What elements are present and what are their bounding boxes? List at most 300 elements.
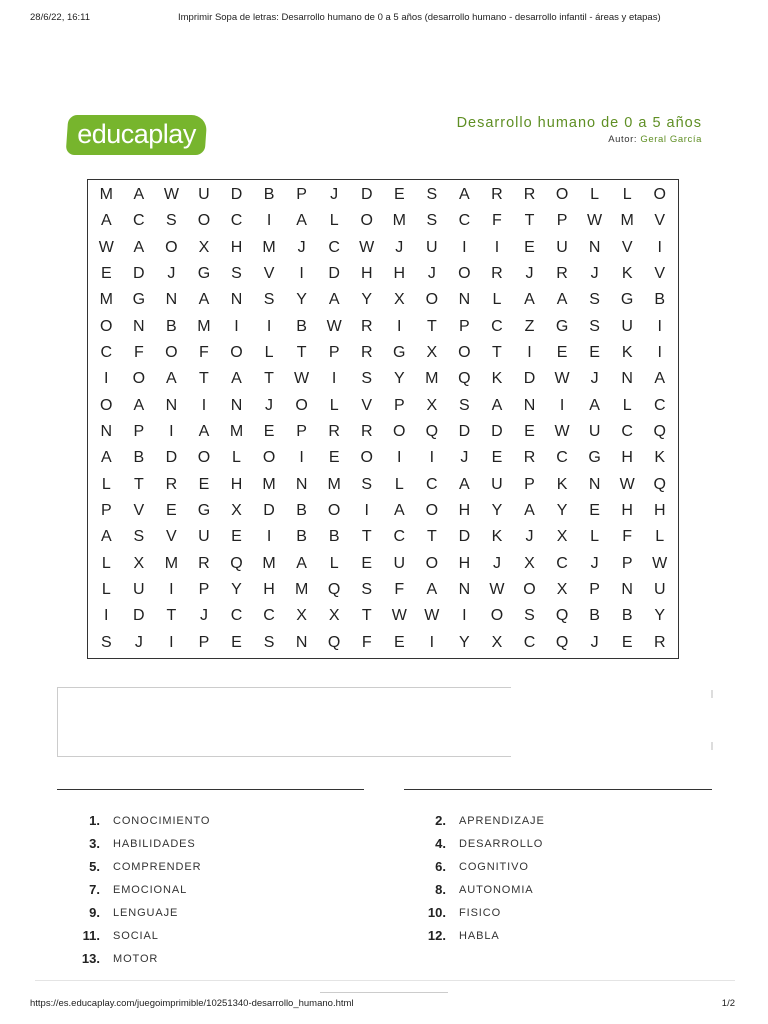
grid-letter[interactable]: D xyxy=(328,265,340,283)
grid-letter[interactable]: L xyxy=(101,581,111,599)
grid-letter[interactable]: J xyxy=(590,554,599,572)
grid-letter[interactable]: Q xyxy=(230,554,243,572)
grid-letter[interactable]: C xyxy=(621,423,633,441)
grid-letter[interactable]: M xyxy=(197,317,211,335)
grid-letter[interactable]: J xyxy=(492,554,501,572)
grid-letter[interactable]: P xyxy=(133,423,145,441)
grid-letter[interactable]: V xyxy=(361,396,373,414)
grid-letter[interactable]: I xyxy=(429,633,435,651)
grid-letter[interactable]: J xyxy=(395,238,404,256)
grid-letter[interactable]: H xyxy=(393,265,406,283)
grid-letter[interactable]: X xyxy=(556,528,568,546)
grid-letter[interactable]: O xyxy=(100,396,113,414)
grid-letter[interactable]: Z xyxy=(524,317,535,335)
grid-letter[interactable]: W xyxy=(652,554,668,572)
grid-letter[interactable]: U xyxy=(653,581,666,599)
grid-letter[interactable]: J xyxy=(525,265,534,283)
grid-letter[interactable]: T xyxy=(361,607,372,625)
grid-letter[interactable]: X xyxy=(556,581,568,599)
grid-letter[interactable]: O xyxy=(360,212,373,230)
grid-letter[interactable]: T xyxy=(264,370,274,388)
grid-letter[interactable]: E xyxy=(524,238,535,256)
grid-letter[interactable]: E xyxy=(100,265,112,283)
grid-letter[interactable]: S xyxy=(100,633,112,651)
grid-letter[interactable]: O xyxy=(393,423,406,441)
grid-letter[interactable]: P xyxy=(393,396,405,414)
grid-letter[interactable]: A xyxy=(296,212,307,230)
grid-letter[interactable]: U xyxy=(556,238,568,256)
grid-letter[interactable]: A xyxy=(459,475,470,493)
grid-letter[interactable]: O xyxy=(197,449,211,467)
grid-letter[interactable]: A xyxy=(654,370,666,388)
grid-letter[interactable]: P xyxy=(198,581,210,599)
grid-letter[interactable]: J xyxy=(590,633,599,651)
grid-letter[interactable]: L xyxy=(329,554,339,572)
grid-letter[interactable]: M xyxy=(229,423,244,441)
grid-letter[interactable]: I xyxy=(266,317,272,335)
grid-letter[interactable]: A xyxy=(524,502,535,520)
grid-letter[interactable]: I xyxy=(104,607,109,625)
grid-letter[interactable]: J xyxy=(525,528,534,546)
grid-letter[interactable]: T xyxy=(492,344,502,362)
grid-letter[interactable]: M xyxy=(99,186,113,204)
grid-letter[interactable]: X xyxy=(426,344,438,362)
grid-letter[interactable]: A xyxy=(426,581,438,599)
grid-letter[interactable]: W xyxy=(554,370,570,388)
grid-letter[interactable]: H xyxy=(621,502,633,520)
grid-letter[interactable]: G xyxy=(393,344,406,362)
grid-letter[interactable]: R xyxy=(198,554,210,572)
grid-letter[interactable]: P xyxy=(524,475,535,493)
grid-letter[interactable]: W xyxy=(587,212,603,230)
grid-letter[interactable]: C xyxy=(393,528,406,546)
grid-letter[interactable]: X xyxy=(198,238,210,256)
grid-letter[interactable]: W xyxy=(163,186,179,204)
grid-letter[interactable]: N xyxy=(458,581,471,599)
word-search-grid[interactable] xyxy=(87,179,679,659)
grid-letter[interactable]: A xyxy=(459,186,470,204)
grid-letter[interactable]: N xyxy=(230,396,243,414)
grid-letter[interactable]: F xyxy=(622,528,633,546)
grid-letter[interactable]: S xyxy=(166,212,177,230)
grid-letter[interactable]: O xyxy=(197,212,211,230)
grid-letter[interactable]: D xyxy=(523,370,536,388)
grid-letter[interactable]: Q xyxy=(555,633,569,651)
grid-letter[interactable]: F xyxy=(133,344,144,362)
grid-letter[interactable]: I xyxy=(527,344,532,362)
grid-letter[interactable]: T xyxy=(199,370,209,388)
grid-letter[interactable]: N xyxy=(621,370,633,388)
grid-letter[interactable]: A xyxy=(296,554,307,572)
grid-letter[interactable]: Q xyxy=(327,633,341,651)
grid-letter[interactable]: R xyxy=(556,265,568,283)
grid-letter[interactable]: R xyxy=(328,423,340,441)
grid-letter[interactable]: S xyxy=(361,475,373,493)
grid-letter[interactable]: Q xyxy=(653,475,666,493)
grid-letter[interactable]: I xyxy=(299,265,304,283)
grid-letter[interactable]: I xyxy=(104,370,109,388)
grid-letter[interactable]: T xyxy=(133,475,144,493)
grid-letter[interactable]: B xyxy=(621,607,633,625)
grid-letter[interactable]: A xyxy=(133,238,145,256)
grid-letter[interactable]: M xyxy=(262,238,276,256)
grid-letter[interactable]: D xyxy=(263,502,275,520)
grid-letter[interactable]: F xyxy=(492,212,502,230)
grid-letter[interactable]: E xyxy=(231,528,242,546)
grid-letter[interactable]: F xyxy=(394,581,405,599)
grid-letter[interactable]: H xyxy=(263,581,275,599)
grid-letter[interactable]: L xyxy=(492,291,502,309)
grid-letter[interactable]: J xyxy=(590,265,599,283)
grid-letter[interactable]: Q xyxy=(327,581,341,599)
grid-letter[interactable]: P xyxy=(589,581,600,599)
grid-letter[interactable]: E xyxy=(231,633,242,651)
grid-letter[interactable]: P xyxy=(459,317,470,335)
grid-letter[interactable]: Q xyxy=(555,607,569,625)
grid-letter[interactable]: B xyxy=(296,528,307,546)
grid-letter[interactable]: T xyxy=(296,344,307,362)
grid-letter[interactable]: Y xyxy=(361,291,373,309)
grid-letter[interactable]: O xyxy=(425,554,439,572)
grid-letter[interactable]: D xyxy=(133,265,145,283)
grid-letter[interactable]: O xyxy=(262,449,276,467)
grid-letter[interactable]: G xyxy=(588,449,601,467)
grid-letter[interactable]: H xyxy=(458,554,471,572)
grid-letter[interactable]: D xyxy=(458,528,471,546)
grid-letter[interactable]: O xyxy=(458,265,471,283)
grid-letter[interactable]: R xyxy=(653,633,666,651)
grid-letter[interactable]: C xyxy=(523,633,536,651)
grid-letter[interactable]: J xyxy=(427,265,436,283)
grid-letter[interactable]: L xyxy=(394,475,404,493)
grid-letter[interactable]: L xyxy=(655,528,665,546)
grid-letter[interactable]: S xyxy=(361,581,373,599)
grid-letter[interactable]: R xyxy=(491,265,503,283)
grid-letter[interactable]: V xyxy=(654,265,666,283)
grid-letter[interactable]: E xyxy=(263,423,275,441)
grid-letter[interactable]: Y xyxy=(296,291,307,309)
grid-letter[interactable]: I xyxy=(299,449,304,467)
grid-letter[interactable]: X xyxy=(393,291,405,309)
grid-letter[interactable]: H xyxy=(621,449,633,467)
grid-letter[interactable]: M xyxy=(262,554,276,572)
grid-letter[interactable]: I xyxy=(169,423,174,441)
grid-letter[interactable]: M xyxy=(294,581,309,599)
grid-letter[interactable]: F xyxy=(361,633,372,651)
grid-letter[interactable]: K xyxy=(556,475,568,493)
grid-letter[interactable]: S xyxy=(133,528,145,546)
grid-letter[interactable]: E xyxy=(393,633,405,651)
grid-letter[interactable]: A xyxy=(133,396,145,414)
grid-letter[interactable]: M xyxy=(99,291,113,309)
grid-letter[interactable]: I xyxy=(234,317,239,335)
grid-letter[interactable]: A xyxy=(198,291,210,309)
grid-letter[interactable]: N xyxy=(230,291,243,309)
grid-letter[interactable]: E xyxy=(198,475,210,493)
grid-letter[interactable]: J xyxy=(134,633,143,651)
grid-letter[interactable]: B xyxy=(296,317,307,335)
grid-letter[interactable]: E xyxy=(328,449,340,467)
grid-letter[interactable]: R xyxy=(360,423,373,441)
grid-letter[interactable]: E xyxy=(524,423,535,441)
grid-letter[interactable]: E xyxy=(361,554,373,572)
grid-letter[interactable]: O xyxy=(100,317,113,335)
grid-letter[interactable]: E xyxy=(621,633,633,651)
grid-letter[interactable]: N xyxy=(165,291,178,309)
grid-letter[interactable]: E xyxy=(556,344,568,362)
grid-letter[interactable]: L xyxy=(622,396,632,414)
grid-letter[interactable]: X xyxy=(296,607,307,625)
grid-letter[interactable]: W xyxy=(424,607,440,625)
grid-letter[interactable]: L xyxy=(101,554,111,572)
grid-letter[interactable]: J xyxy=(297,238,306,256)
grid-letter[interactable]: C xyxy=(263,607,275,625)
grid-letter[interactable]: O xyxy=(165,238,178,256)
grid-letter[interactable]: L xyxy=(590,528,600,546)
grid-letter[interactable]: W xyxy=(619,475,635,493)
grid-letter[interactable]: E xyxy=(393,186,405,204)
grid-letter[interactable]: L xyxy=(590,186,600,204)
grid-letter[interactable]: I xyxy=(331,370,337,388)
grid-letter[interactable]: X xyxy=(133,554,145,572)
grid-letter[interactable]: X xyxy=(328,607,340,625)
grid-letter[interactable]: M xyxy=(164,554,179,572)
grid-letter[interactable]: C xyxy=(426,475,438,493)
grid-letter[interactable]: S xyxy=(589,317,600,335)
grid-letter[interactable]: N xyxy=(100,423,113,441)
grid-letter[interactable]: S xyxy=(263,291,275,309)
grid-letter[interactable]: Y xyxy=(231,581,242,599)
grid-letter[interactable]: A xyxy=(100,528,112,546)
grid-letter[interactable]: C xyxy=(556,449,568,467)
grid-letter[interactable]: N xyxy=(523,396,536,414)
grid-letter[interactable]: O xyxy=(458,344,471,362)
grid-letter[interactable]: N xyxy=(133,317,145,335)
grid-letter[interactable]: E xyxy=(166,502,177,520)
grid-letter[interactable]: K xyxy=(654,449,666,467)
grid-letter[interactable]: T xyxy=(426,317,437,335)
grid-letter[interactable]: O xyxy=(230,344,243,362)
grid-letter[interactable]: U xyxy=(426,238,438,256)
grid-letter[interactable]: O xyxy=(490,607,504,625)
grid-letter[interactable]: Q xyxy=(653,423,666,441)
grid-letter[interactable]: A xyxy=(166,370,177,388)
grid-letter[interactable]: I xyxy=(462,607,467,625)
grid-letter[interactable]: N xyxy=(588,475,601,493)
grid-letter[interactable]: R xyxy=(523,186,536,204)
grid-letter[interactable]: U xyxy=(133,581,145,599)
grid-letter[interactable]: U xyxy=(393,554,406,572)
grid-letter[interactable]: A xyxy=(100,212,112,230)
grid-letter[interactable]: D xyxy=(133,607,145,625)
grid-letter[interactable]: Y xyxy=(556,502,568,520)
grid-letter[interactable]: V xyxy=(133,502,145,520)
grid-letter[interactable]: H xyxy=(230,238,243,256)
grid-letter[interactable]: D xyxy=(360,186,373,204)
grid-letter[interactable]: A xyxy=(328,291,340,309)
grid-letter[interactable]: K xyxy=(491,370,503,388)
grid-letter[interactable]: A xyxy=(589,396,600,414)
grid-letter[interactable]: E xyxy=(589,502,600,520)
grid-letter[interactable]: C xyxy=(100,344,113,362)
grid-letter[interactable]: L xyxy=(232,449,241,467)
grid-letter[interactable]: N xyxy=(295,633,308,651)
grid-letter[interactable]: R xyxy=(360,317,373,335)
grid-letter[interactable]: W xyxy=(391,607,407,625)
grid-letter[interactable]: C xyxy=(230,607,243,625)
grid-letter[interactable]: H xyxy=(230,475,243,493)
grid-letter[interactable]: O xyxy=(295,396,308,414)
grid-letter[interactable]: D xyxy=(230,186,243,204)
grid-letter[interactable]: S xyxy=(426,212,438,230)
grid-letter[interactable]: S xyxy=(459,396,470,414)
grid-letter[interactable]: I xyxy=(169,581,174,599)
grid-letter[interactable]: D xyxy=(165,449,178,467)
grid-letter[interactable]: X xyxy=(231,502,242,520)
grid-letter[interactable]: I xyxy=(169,633,174,651)
grid-letter[interactable]: C xyxy=(653,396,666,414)
grid-letter[interactable]: G xyxy=(132,291,146,309)
grid-letter[interactable]: L xyxy=(622,186,632,204)
grid-letter[interactable]: T xyxy=(361,528,372,546)
grid-letter[interactable]: B xyxy=(654,291,666,309)
grid-letter[interactable]: G xyxy=(620,291,634,309)
grid-letter[interactable]: R xyxy=(360,344,373,362)
grid-letter[interactable]: C xyxy=(328,238,340,256)
grid-letter[interactable]: V xyxy=(621,238,633,256)
grid-letter[interactable]: I xyxy=(364,502,369,520)
grid-letter[interactable]: W xyxy=(326,317,342,335)
grid-letter[interactable]: L xyxy=(101,475,111,493)
grid-letter[interactable]: R xyxy=(523,449,536,467)
grid-letter[interactable]: L xyxy=(264,344,274,362)
grid-letter[interactable]: N xyxy=(458,291,471,309)
grid-letter[interactable]: O xyxy=(425,291,439,309)
grid-letter[interactable]: B xyxy=(296,502,307,520)
grid-letter[interactable]: S xyxy=(231,265,242,283)
grid-letter[interactable]: P xyxy=(296,186,307,204)
grid-letter[interactable]: Y xyxy=(491,502,503,520)
grid-letter[interactable]: U xyxy=(198,186,210,204)
grid-letter[interactable]: G xyxy=(555,317,569,335)
grid-letter[interactable]: A xyxy=(491,396,503,414)
grid-letter[interactable]: I xyxy=(657,344,662,362)
grid-letter[interactable]: J xyxy=(167,265,176,283)
grid-letter[interactable]: T xyxy=(166,607,177,625)
grid-letter[interactable]: J xyxy=(330,186,339,204)
grid-letter[interactable]: S xyxy=(426,186,438,204)
grid-letter[interactable]: N xyxy=(588,238,601,256)
grid-letter[interactable]: O xyxy=(360,449,373,467)
grid-letter[interactable]: O xyxy=(425,502,439,520)
grid-letter[interactable]: A xyxy=(100,449,112,467)
grid-letter[interactable]: W xyxy=(554,423,570,441)
grid-letter[interactable]: J xyxy=(460,449,469,467)
grid-letter[interactable]: I xyxy=(266,212,272,230)
grid-letter[interactable]: O xyxy=(653,186,666,204)
grid-letter[interactable]: I xyxy=(462,238,467,256)
grid-letter[interactable]: P xyxy=(621,554,633,572)
grid-letter[interactable]: I xyxy=(397,449,402,467)
grid-letter[interactable]: A xyxy=(198,423,210,441)
grid-letter[interactable]: H xyxy=(458,502,471,520)
grid-letter[interactable]: O xyxy=(327,502,341,520)
grid-letter[interactable]: U xyxy=(491,475,503,493)
grid-letter[interactable]: X xyxy=(524,554,535,572)
grid-letter[interactable]: M xyxy=(392,212,406,230)
grid-letter[interactable]: L xyxy=(329,212,339,230)
grid-letter[interactable]: I xyxy=(657,238,662,256)
grid-letter[interactable]: S xyxy=(361,370,373,388)
grid-letter[interactable]: V xyxy=(263,265,275,283)
grid-letter[interactable]: N xyxy=(295,475,308,493)
grid-letter[interactable]: N xyxy=(621,581,633,599)
grid-letter[interactable]: E xyxy=(491,449,503,467)
grid-letter[interactable]: X xyxy=(491,633,503,651)
grid-letter[interactable]: C xyxy=(230,212,243,230)
grid-letter[interactable]: J xyxy=(590,370,599,388)
grid-letter[interactable]: M xyxy=(327,475,341,493)
grid-letter[interactable]: I xyxy=(201,396,207,414)
grid-letter[interactable]: O xyxy=(132,370,146,388)
grid-letter[interactable]: G xyxy=(197,502,211,520)
grid-letter[interactable]: Q xyxy=(425,423,439,441)
grid-letter[interactable]: Y xyxy=(654,607,666,625)
grid-letter[interactable]: I xyxy=(559,396,565,414)
grid-letter[interactable]: P xyxy=(100,502,112,520)
grid-letter[interactable]: O xyxy=(165,344,178,362)
grid-letter[interactable]: I xyxy=(657,317,662,335)
grid-letter[interactable]: W xyxy=(489,581,505,599)
grid-letter[interactable]: R xyxy=(491,186,503,204)
grid-letter[interactable]: P xyxy=(556,212,568,230)
grid-letter[interactable]: H xyxy=(653,502,666,520)
grid-letter[interactable]: M xyxy=(262,475,276,493)
grid-letter[interactable]: B xyxy=(589,607,600,625)
grid-letter[interactable]: D xyxy=(491,423,503,441)
grid-letter[interactable]: D xyxy=(458,423,471,441)
grid-letter[interactable]: T xyxy=(524,212,535,230)
grid-letter[interactable]: B xyxy=(133,449,145,467)
grid-letter[interactable]: I xyxy=(266,528,272,546)
grid-letter[interactable]: A xyxy=(556,291,568,309)
grid-letter[interactable]: K xyxy=(621,344,633,362)
grid-letter[interactable]: C xyxy=(458,212,471,230)
grid-letter[interactable]: O xyxy=(523,581,536,599)
grid-letter[interactable]: I xyxy=(397,317,402,335)
grid-letter[interactable]: B xyxy=(263,186,275,204)
grid-letter[interactable]: C xyxy=(556,554,568,572)
grid-letter[interactable]: W xyxy=(359,238,375,256)
grid-letter[interactable]: C xyxy=(133,212,145,230)
grid-letter[interactable]: U xyxy=(588,423,601,441)
grid-letter[interactable]: O xyxy=(555,186,569,204)
grid-letter[interactable]: Y xyxy=(393,370,405,388)
grid-letter[interactable]: X xyxy=(426,396,438,414)
grid-letter[interactable]: S xyxy=(524,607,535,625)
grid-letter[interactable]: P xyxy=(198,633,210,651)
grid-letter[interactable]: W xyxy=(294,370,310,388)
grid-letter[interactable]: R xyxy=(165,475,178,493)
grid-letter[interactable]: A xyxy=(393,502,405,520)
grid-letter[interactable]: T xyxy=(426,528,437,546)
grid-letter[interactable]: S xyxy=(263,633,275,651)
grid-letter[interactable]: A xyxy=(231,370,242,388)
grid-letter[interactable]: P xyxy=(296,423,307,441)
grid-letter[interactable]: B xyxy=(328,528,340,546)
grid-letter[interactable]: J xyxy=(199,607,208,625)
grid-letter[interactable]: I xyxy=(429,449,435,467)
